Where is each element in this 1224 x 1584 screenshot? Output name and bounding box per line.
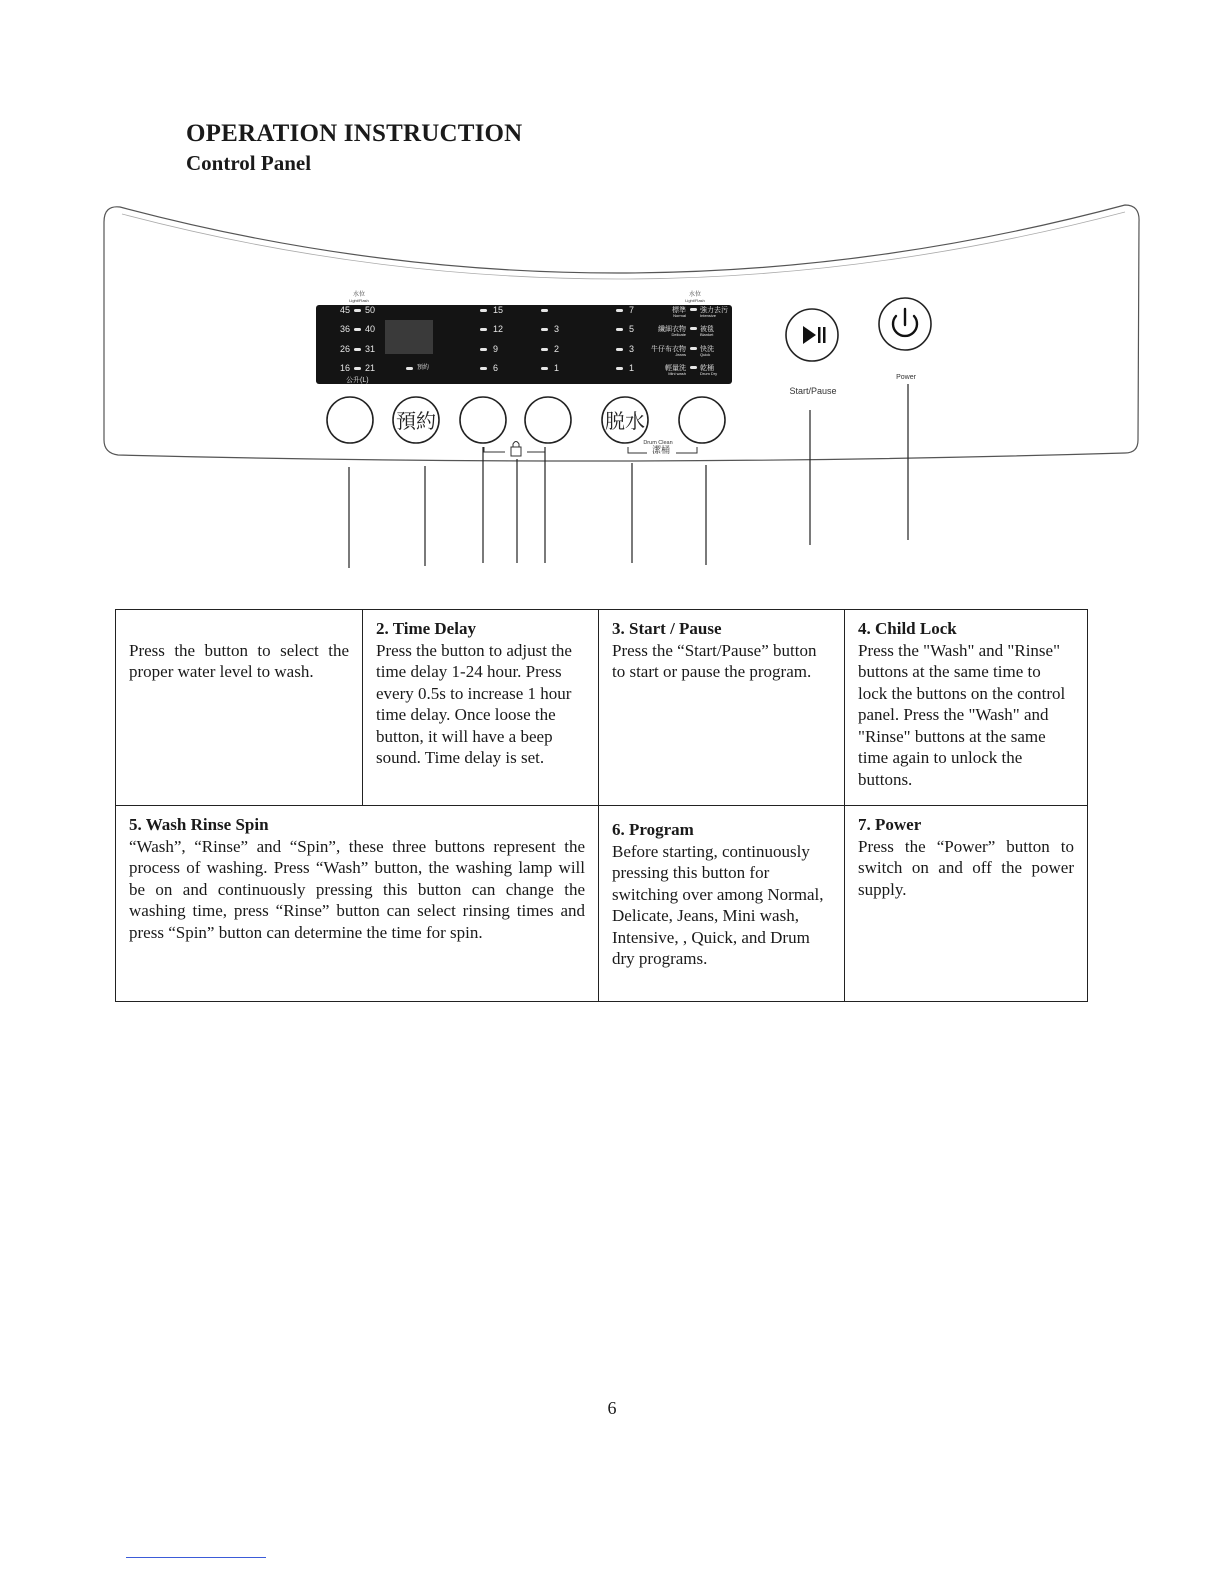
cell-power-body: Press the “Power” button to switch on and off the power supply.	[858, 836, 1074, 899]
lock-icon	[511, 442, 521, 457]
water-level-sublabel: Light/Flash	[349, 298, 369, 303]
start-pause-label: Start/Pause	[789, 386, 837, 396]
spin-time-value: 1	[629, 363, 635, 373]
control-panel-diagram	[0, 0, 1224, 600]
wash-time-led	[480, 348, 487, 351]
program-name: 快洗	[700, 346, 714, 353]
cell-time-delay-title: 2. Time Delay	[376, 619, 476, 638]
water-level-led	[354, 367, 361, 370]
spin-time-led	[616, 348, 623, 351]
instruction-table	[115, 609, 1088, 1002]
section-title: Control Panel	[186, 151, 312, 175]
unit-label: 公升(L)	[346, 377, 369, 384]
water-level-value: 40	[365, 324, 376, 334]
rinse-time-led	[541, 348, 548, 351]
wash-time-value: 6	[493, 363, 499, 373]
spin-time-led	[616, 309, 623, 312]
rinse-time-led	[541, 328, 548, 331]
cell-program	[599, 806, 845, 1002]
water-level-label: 水位	[352, 292, 366, 298]
cell-water-level-body: Press the button to select the proper water level to wash.	[129, 640, 349, 681]
page-title: OPERATION INSTRUCTION	[186, 120, 523, 147]
child-lock-bracket	[484, 447, 545, 452]
program-name-en: Intensive	[700, 313, 717, 318]
water-level-button[interactable]	[327, 397, 373, 443]
cell-wash-rinse-spin	[116, 806, 599, 1002]
program-name-en: Mini wash	[668, 371, 686, 376]
program-name-en: Jeans	[675, 352, 686, 357]
cell-water-level	[116, 610, 363, 806]
cell-child-lock-title: 4. Child Lock	[858, 619, 957, 638]
delay-indicator-led	[406, 367, 413, 370]
wash-time-led	[480, 309, 487, 312]
program-sublabel: Light/Flash	[685, 298, 705, 303]
water-level-value: 31	[365, 344, 376, 354]
cell-child-lock-body: Press the "Wash" and "Rinse" buttons at the same time to lock the buttons on the control panel. Press the "Wash" and "Rinse" buttons at the same time again to unlock the buttons.	[858, 640, 1066, 789]
rinse-time-value: 2	[554, 344, 560, 354]
program-name-en: Quick	[700, 352, 711, 357]
program-name-en: Normal	[673, 313, 686, 318]
program-name: 強力去污	[700, 307, 728, 314]
wash-time-value: 12	[493, 324, 504, 334]
program-name: 乾桶	[700, 365, 714, 372]
program-name-en: Delicate	[671, 332, 686, 337]
program-name: 標準	[672, 307, 686, 314]
cell-time-delay	[363, 610, 599, 806]
water-level-value: 21	[365, 363, 376, 373]
cell-power	[845, 806, 1088, 1002]
footer-link-underline	[126, 1557, 266, 1558]
program-name-en: Blanket	[700, 332, 714, 337]
power-label: Power	[896, 374, 916, 381]
cell-power-title: 7. Power	[858, 815, 922, 834]
program-label: 水位	[688, 292, 702, 298]
cell-time-delay-body: Press the button to adjust the time delay 1-24 hour. Press every 0.5s to increase 1 hour time delay. Once loose the button, it will have a beep sound. Time delay is set.	[376, 640, 572, 767]
wash-button[interactable]	[460, 397, 506, 443]
rinse-time-led	[541, 367, 548, 370]
spin-button-label: 脱水	[605, 411, 645, 433]
wash-time-led	[480, 328, 487, 331]
drum-clean-label: Drum Clean	[643, 440, 673, 446]
water-level-led	[354, 309, 361, 312]
program-led	[690, 327, 697, 330]
cell-start-pause-body: Press the “Start/Pause” button to start or pause the program.	[612, 640, 817, 681]
water-level-value: 36	[339, 324, 350, 334]
cell-program-title: 6. Program	[612, 820, 694, 839]
spin-time-value: 7	[629, 305, 635, 315]
delay-indicator-label: 預約	[417, 365, 430, 371]
wash-time-led	[480, 367, 487, 370]
wash-time-value: 15	[493, 305, 504, 315]
program-button[interactable]	[679, 397, 725, 443]
water-level-value: 16	[339, 363, 350, 373]
water-level-value: 26	[339, 344, 350, 354]
program-led	[690, 347, 697, 350]
spin-time-value: 5	[629, 324, 635, 334]
water-level-value: 50	[365, 305, 376, 315]
rinse-time-value: 3	[554, 324, 560, 334]
rinse-time-value: 1	[554, 363, 560, 373]
time-delay-button-label: 預約	[396, 411, 436, 433]
program-name: 纖細衣物	[658, 326, 686, 333]
cell-wash-rinse-spin-title: 5. Wash Rinse Spin	[129, 815, 269, 834]
lcd-digit-area	[385, 320, 433, 354]
program-name: 被毯	[700, 326, 714, 333]
cell-child-lock	[845, 610, 1088, 806]
water-level-led	[354, 328, 361, 331]
panel-inner-curve	[122, 212, 1125, 279]
cell-start-pause-title: 3. Start / Pause	[612, 619, 722, 638]
program-name: 輕量洗	[665, 365, 686, 372]
program-led	[690, 366, 697, 369]
program-name: 牛仔布衣物	[651, 346, 686, 353]
program-led	[690, 308, 697, 311]
spin-time-value: 3	[629, 344, 635, 354]
water-level-value: 45	[339, 305, 350, 315]
spin-time-led	[616, 367, 623, 370]
program-name-en: Drum Dry	[700, 371, 718, 376]
drum-clean-cn-label: 潔桶	[651, 445, 671, 455]
cell-start-pause	[599, 610, 845, 806]
wash-time-value: 9	[493, 344, 499, 354]
cell-program-body: Before starting, continuously pressing this button for switching over among Normal, Delicate, Jeans, Mini wash, Intensive, , Quick, and Drum dry programs.	[612, 841, 824, 968]
cell-wash-rinse-spin-body: “Wash”, “Rinse” and “Spin”, these three buttons represent the process of washing. Press “Wash” button, the washing lamp will be on and continuously pressing this button can change the washing time, press “Rinse” button can select rinsing times and press “Spin” button can determine the time for spin.	[129, 836, 585, 942]
spin-time-led	[616, 328, 623, 331]
rinse-button[interactable]	[525, 397, 571, 443]
rinse-time-led	[541, 309, 548, 312]
page-number: 6	[607, 1398, 617, 1418]
water-level-led	[354, 348, 361, 351]
